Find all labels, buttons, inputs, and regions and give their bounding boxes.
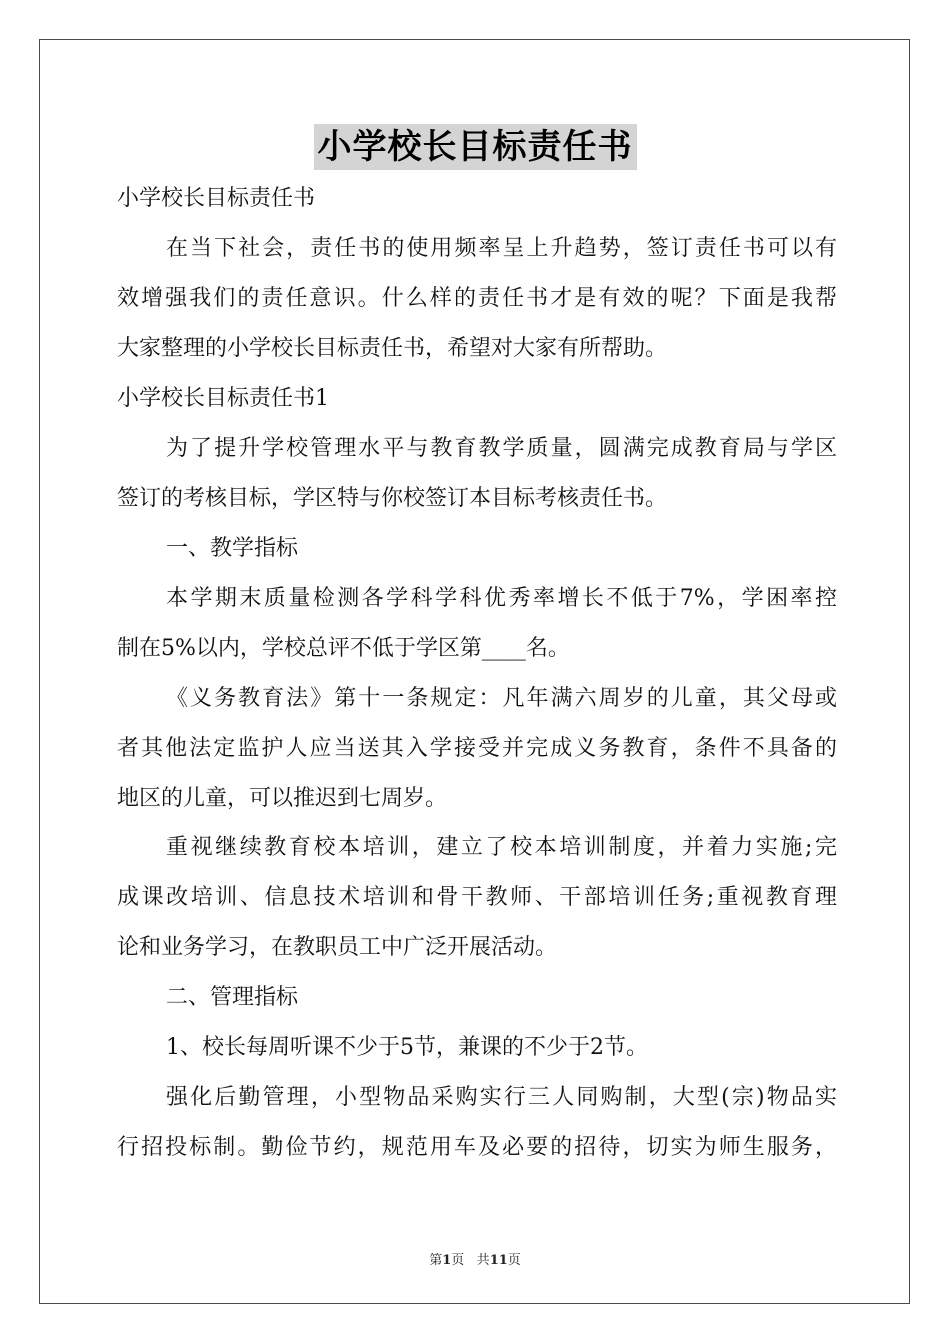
page-suffix: 页 (451, 1253, 465, 1268)
paragraph-line: 制在5%以内，学校总评不低于学区第____名。 (117, 636, 570, 661)
paragraph-line: 在当下社会，责任书的使用频率呈上升趋势，签订责任书可以有 (166, 236, 837, 261)
section-heading: 二、管理指标 (166, 985, 299, 1010)
subtitle-line: 小学校长目标责任书 (117, 186, 316, 211)
title-container (0, 124, 950, 170)
document-title: 小学校长目标责任书 (314, 124, 637, 170)
page-border (39, 39, 910, 1304)
paragraph-line: 行招投标制。勤俭节约，规范用车及必要的招待，切实为师生服务， (117, 1135, 837, 1160)
paragraph-line: 本学期末质量检测各学科学科优秀率增长不低于7%，学困率控 (166, 586, 837, 611)
paragraph-line: 强化后勤管理，小型物品采购实行三人同购制，大型(宗)物品实 (166, 1085, 837, 1110)
paragraph-line: 1、校长每周听课不少于5节，兼课的不少于2节。 (166, 1035, 648, 1060)
paragraph-line: 地区的儿童，可以推迟到七周岁。 (117, 786, 448, 811)
section-heading: 一、教学指标 (166, 536, 299, 561)
paragraph-line: 效增强我们的责任意识。什么样的责任书才是有效的呢？下面是我帮 (117, 286, 837, 311)
paragraph-line: 为了提升学校管理水平与教育教学质量，圆满完成教育局与学区 (166, 436, 837, 461)
paragraph-line: 者其他法定监护人应当送其入学接受并完成义务教育，条件不具备的 (117, 736, 837, 761)
paragraph-line: 成课改培训、信息技术培训和骨干教师、干部培训任务;重视教育理 (117, 885, 837, 910)
paragraph-line: 重视继续教育校本培训，建立了校本培训制度，并着力实施;完 (166, 835, 837, 860)
total-pages: 11 (489, 1253, 508, 1268)
paragraph-line: 论和业务学习，在教职员工中广泛开展活动。 (117, 935, 558, 960)
paragraph-line: 《义务教育法》第十一条规定：凡年满六周岁的儿童，其父母或 (166, 686, 837, 711)
page-footer (0, 1249, 950, 1268)
page-prefix: 第 (429, 1253, 443, 1268)
total-suffix: 页 (507, 1253, 521, 1268)
section-heading: 小学校长目标责任书1 (117, 386, 329, 411)
paragraph-line: 签订的考核目标，学区特与你校签订本目标考核责任书。 (117, 486, 668, 511)
page-number: 1 (442, 1253, 452, 1268)
total-prefix: 共 (476, 1253, 490, 1268)
paragraph-line: 大家整理的小学校长目标责任书，希望对大家有所帮助。 (117, 336, 668, 361)
